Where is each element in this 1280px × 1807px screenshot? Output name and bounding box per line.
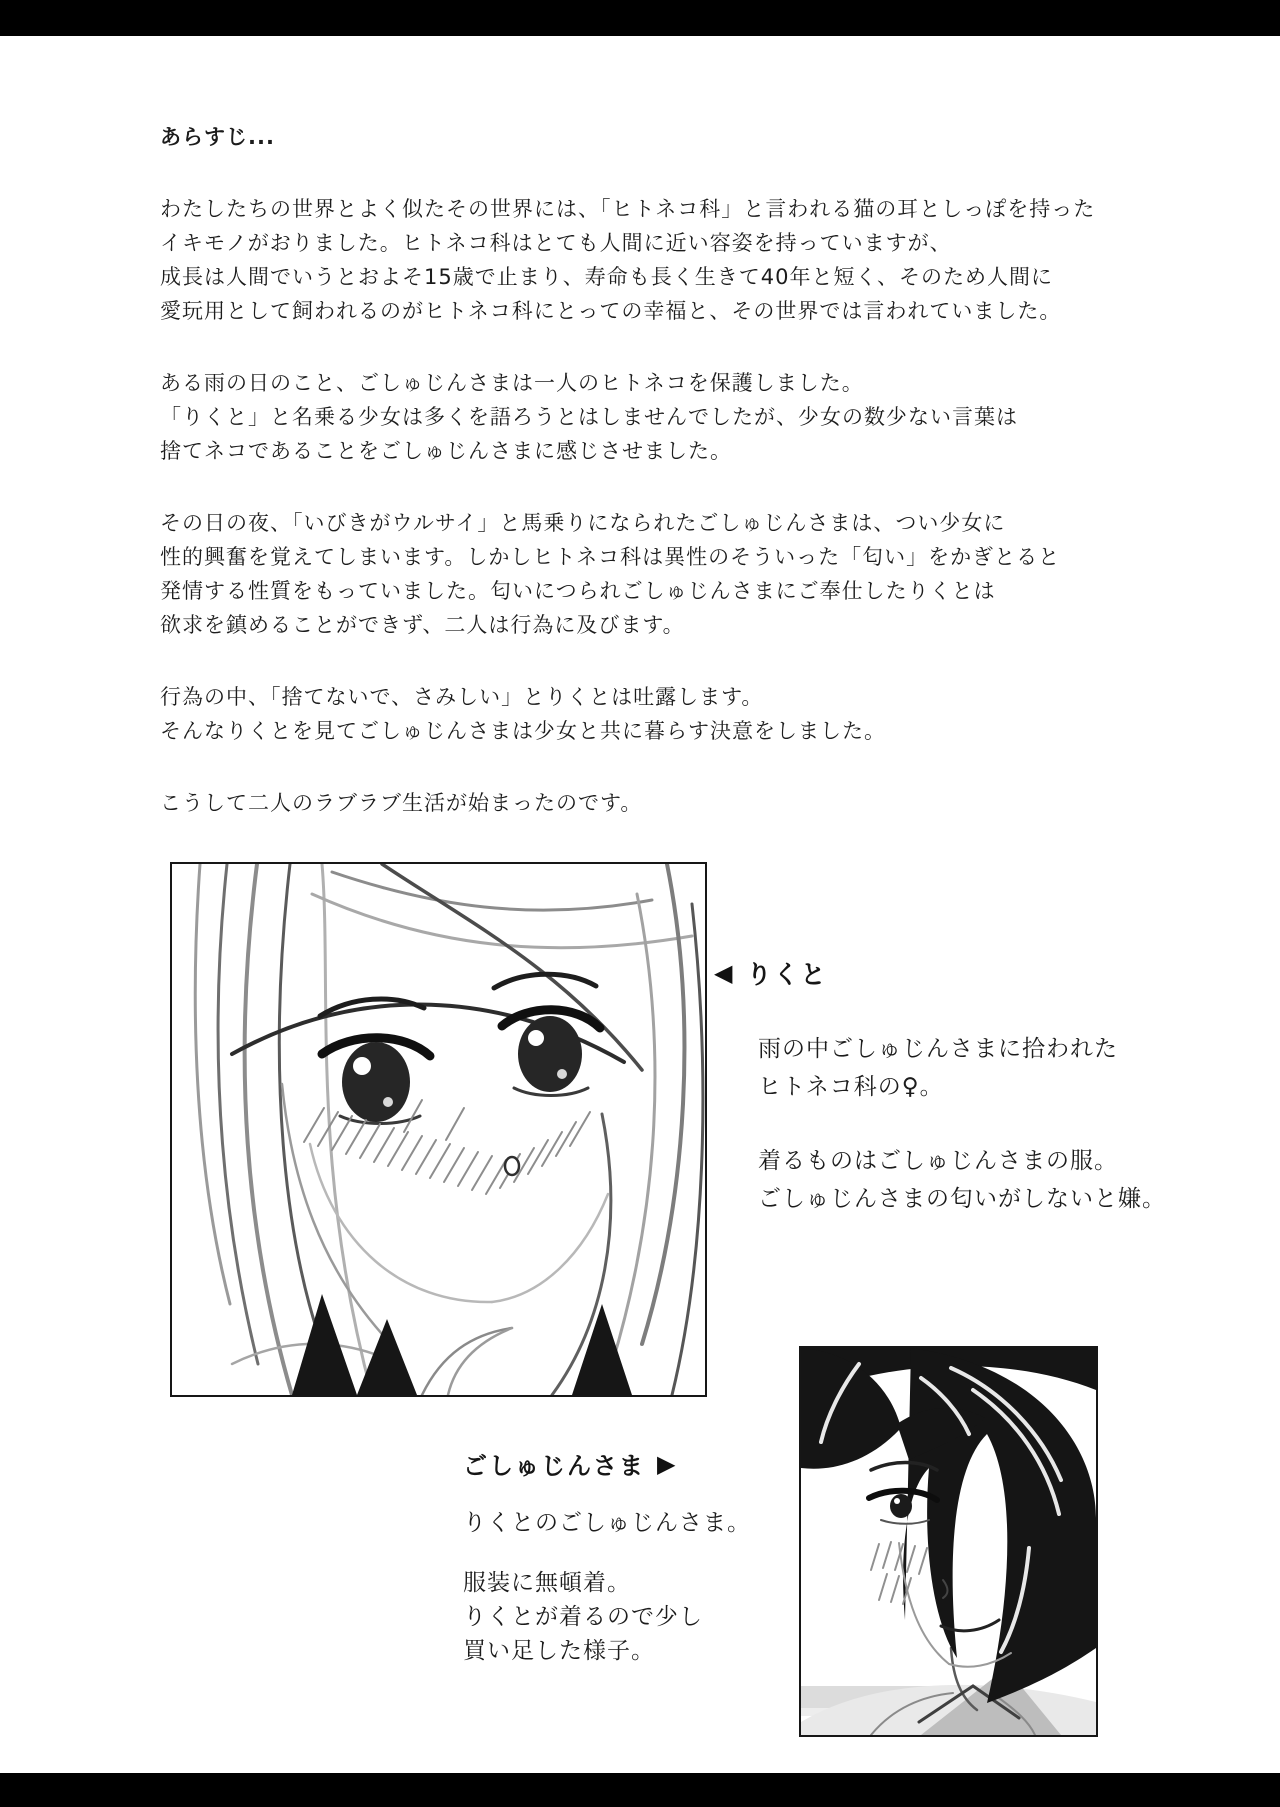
synopsis-line: 行為の中、「捨てないで、さみしい」とりくとは吐露します。 [160,685,764,709]
synopsis-paragraph [160,506,1220,642]
rikuto-portrait-art [172,864,705,1395]
synopsis-heading: あらすじ... [160,125,275,149]
rikuto-label [714,955,827,991]
goshujin-description [463,1506,751,1540]
synopsis-line: 成長は人間でいうとおよそ15歳で止まり、寿命も長く生きて40年と短く、そのため人間に [160,265,1054,289]
right-pointer-icon: ▶ [657,1449,678,1478]
goshujin-description [463,1566,703,1668]
rikuto-illustration [170,862,707,1397]
synopsis-block [160,120,1220,858]
rikuto-description-line: ごしゅじんさまの匂いがしないと嫌。 [758,1186,1166,1212]
goshujin-description-line: 服装に無頓着。 [463,1570,631,1596]
synopsis-line: 愛玩用として飼われるのがヒトネコ科にとっての幸福と、その世界では言われていました。 [160,299,1062,323]
goshujin-name: ごしゅじんさま [463,1452,645,1480]
synopsis-line: ある雨の日のこと、ごしゅじんさまは一人のヒトネコを保護しました。 [160,371,864,395]
rikuto-name: りくと [746,960,828,989]
synopsis-line: こうして二人のラブラブ生活が始まったのです。 [160,791,643,815]
synopsis-paragraph [160,366,1220,468]
goshujin-description-line: りくとが着るので少し [463,1604,703,1630]
goshujin-label [463,1446,677,1481]
bottom-black-bar [0,1773,1280,1807]
goshujin-portrait-art [801,1348,1096,1735]
rikuto-description-line: 雨の中ごしゅじんさまに拾われた [758,1036,1118,1062]
rikuto-description [758,1142,1166,1218]
synopsis-line: わたしたちの世界とよく似たその世界には、「ヒトネコ科」と言われる猫の耳としっぽを持った [160,197,1096,221]
synopsis-paragraph [160,192,1220,328]
goshujin-illustration [799,1346,1098,1737]
left-pointer-icon: ◀ [714,959,735,987]
synopsis-line: その日の夜、「いびきがウルサイ」と馬乗りになられたごしゅじんさまは、つい少女に [160,511,1006,535]
goshujin-description-line: 買い足した様子。 [463,1638,655,1664]
goshujin-description-line: りくとのごしゅじんさま。 [463,1510,751,1536]
synopsis-line: 欲求を鎮めることができず、二人は行為に及びます。 [160,613,685,637]
synopsis-paragraph [160,680,1220,748]
synopsis-line: 「りくと」と名乗る少女は多くを語ろうとはしませんでしたが、少女の数少ない言葉は [160,405,1018,429]
top-black-bar [0,0,1280,36]
synopsis-line: 捨てネコであることをごしゅじんさまに感じさせました。 [160,439,732,463]
synopsis-paragraph [160,786,1220,820]
rikuto-description-line: ヒトネコ科の♀。 [758,1074,944,1100]
rikuto-description [758,1030,1118,1106]
synopsis-line: 性的興奮を覚えてしまいます。しかしヒトネコ科は異性のそういった「匂い」をかぎとると [160,545,1061,569]
synopsis-line: イキモノがおりました。ヒトネコ科はとても人間に近い容姿を持っていますが、 [160,231,952,255]
synopsis-line: 発情する性質をもっていました。匂いにつられごしゅじんさまにご奉仕したりくとは [160,579,996,603]
rikuto-description-line: 着るものはごしゅじんさまの服。 [758,1148,1118,1174]
synopsis-line: そんなりくとを見てごしゅじんさまは少女と共に暮らす決意をしました。 [160,719,886,743]
